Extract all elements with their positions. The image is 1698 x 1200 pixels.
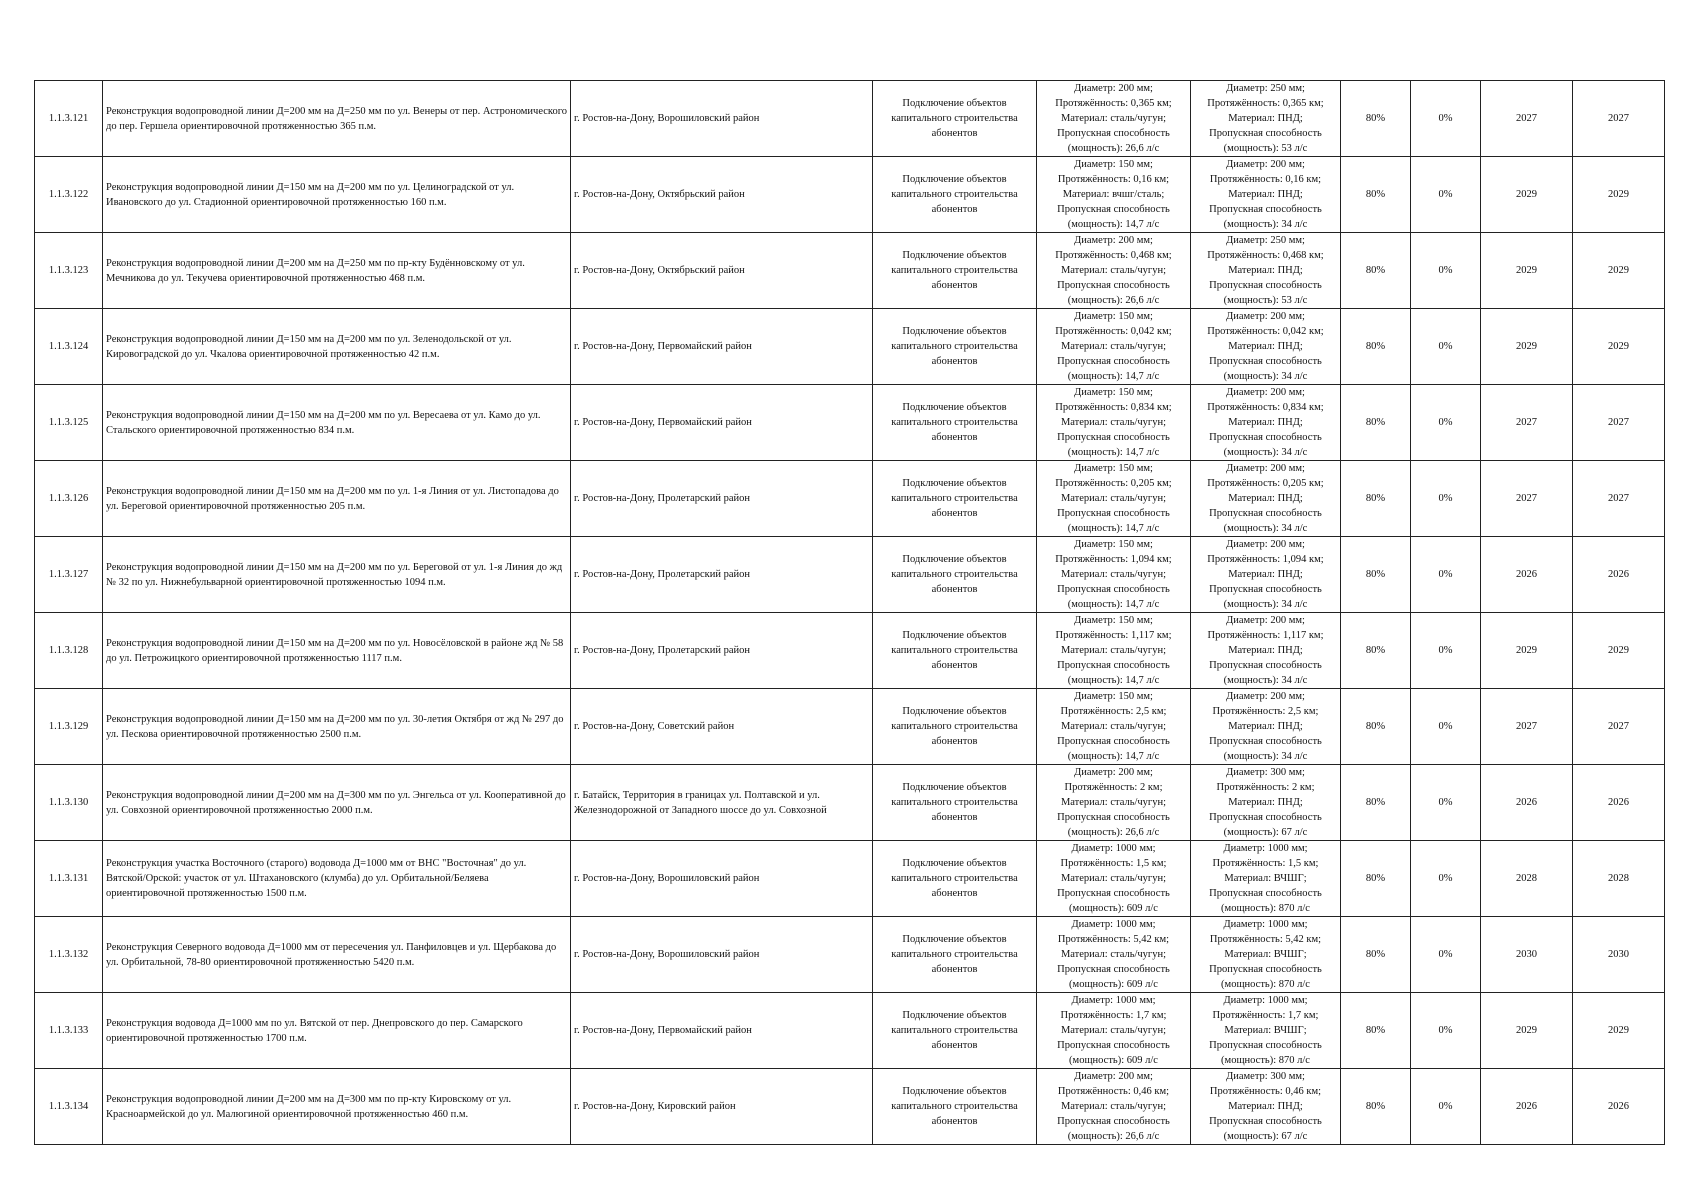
- characteristics-after: [1191, 81, 1341, 157]
- characteristics-after-line: Диаметр: 200 мм;: [1226, 463, 1305, 474]
- row-number: 1.1.3.124: [35, 309, 103, 385]
- characteristics-before: [1037, 689, 1191, 765]
- characteristics-before-line: Диаметр: 1000 мм;: [1071, 843, 1156, 854]
- characteristics-before-line: Протяжённость: 0,365 км;: [1055, 98, 1172, 109]
- project-goal: Подключение объектов капитального строительства абонентов: [873, 993, 1037, 1069]
- characteristics-after-line: (мощность): 34 л/с: [1223, 219, 1308, 230]
- characteristics-before: [1037, 1069, 1191, 1145]
- wear-percent: 80%: [1341, 765, 1411, 841]
- wear-percent-after: 0%: [1411, 309, 1481, 385]
- characteristics-after-line: Протяжённость: 0,834 км;: [1207, 402, 1324, 413]
- project-goal: Подключение объектов капитального строительства абонентов: [873, 233, 1037, 309]
- characteristics-after-line: Протяжённость: 1,5 км;: [1212, 858, 1319, 869]
- wear-percent-after: 0%: [1411, 461, 1481, 537]
- project-goal: Подключение объектов капитального строительства абонентов: [873, 385, 1037, 461]
- table-row: [35, 841, 1665, 917]
- year-start: 2027: [1481, 689, 1573, 765]
- characteristics-before-line: Материал: сталь/чугун;: [1060, 873, 1167, 884]
- year-start: 2029: [1481, 157, 1573, 233]
- characteristics-before-line: Пропускная способность: [1057, 1040, 1170, 1051]
- characteristics-before: [1037, 385, 1191, 461]
- characteristics-before-line: Материал: сталь/чугун;: [1060, 113, 1167, 124]
- year-end: 2027: [1573, 81, 1665, 157]
- characteristics-after-line: Диаметр: 300 мм;: [1226, 767, 1305, 778]
- row-number: 1.1.3.132: [35, 917, 103, 993]
- characteristics-after-line: Материал: ВЧШГ;: [1224, 1025, 1307, 1036]
- table-row: [35, 689, 1665, 765]
- characteristics-before: [1037, 309, 1191, 385]
- year-end: 2029: [1573, 157, 1665, 233]
- characteristics-before-line: Материал: сталь/чугун;: [1060, 341, 1167, 352]
- row-number: 1.1.3.128: [35, 613, 103, 689]
- project-name: Реконструкция водопроводной линии Д=150 мм на Д=200 мм по ул. Новосёловской в районе жд № 58 до ул. Петрожицкого ориентировочной протяженностью 1117 п.м.: [103, 613, 571, 689]
- year-start: 2029: [1481, 233, 1573, 309]
- characteristics-before-line: (мощность): 26,6 л/с: [1067, 827, 1160, 838]
- characteristics-before-line: Протяжённость: 0,042 км;: [1055, 326, 1172, 337]
- characteristics-before-line: Протяжённость: 0,834 км;: [1055, 402, 1172, 413]
- characteristics-before-line: (мощность): 609 л/с: [1069, 1055, 1158, 1066]
- characteristics-after-line: Материал: ПНД;: [1228, 569, 1303, 580]
- wear-percent: 80%: [1341, 841, 1411, 917]
- characteristics-after-line: Материал: ПНД;: [1228, 1101, 1303, 1112]
- row-number: 1.1.3.126: [35, 461, 103, 537]
- row-number: 1.1.3.129: [35, 689, 103, 765]
- characteristics-after: [1191, 689, 1341, 765]
- characteristics-after-line: Протяжённость: 1,117 км;: [1207, 630, 1324, 641]
- characteristics-before-line: Диаметр: 200 мм;: [1074, 83, 1153, 94]
- characteristics-before-line: Протяжённость: 5,42 км;: [1057, 934, 1170, 945]
- project-goal: Подключение объектов капитального строительства абонентов: [873, 81, 1037, 157]
- wear-percent: 80%: [1341, 537, 1411, 613]
- characteristics-before-line: Диаметр: 150 мм;: [1074, 615, 1153, 626]
- characteristics-after-line: Пропускная способность: [1209, 432, 1322, 443]
- characteristics-before-line: (мощность): 26,6 л/с: [1067, 295, 1160, 306]
- characteristics-before-line: Материал: сталь/чугун;: [1060, 797, 1167, 808]
- wear-percent: 80%: [1341, 613, 1411, 689]
- year-start: 2029: [1481, 613, 1573, 689]
- characteristics-after: [1191, 233, 1341, 309]
- characteristics-before-line: Протяжённость: 0,468 км;: [1055, 250, 1172, 261]
- characteristics-before: [1037, 81, 1191, 157]
- characteristics-after-line: Протяжённость: 0,205 км;: [1207, 478, 1324, 489]
- characteristics-after-line: Пропускная способность: [1209, 1040, 1322, 1051]
- characteristics-before-line: (мощность): 609 л/с: [1069, 979, 1158, 990]
- characteristics-before-line: Пропускная способность: [1057, 508, 1170, 519]
- project-goal: Подключение объектов капитального строительства абонентов: [873, 613, 1037, 689]
- characteristics-before-line: (мощность): 14,7 л/с: [1067, 447, 1160, 458]
- characteristics-before: [1037, 233, 1191, 309]
- characteristics-before-line: Пропускная способность: [1057, 280, 1170, 291]
- year-end: 2030: [1573, 917, 1665, 993]
- characteristics-before-line: Материал: сталь/чугун;: [1060, 1025, 1167, 1036]
- project-location: г. Ростов-на-Дону, Первомайский район: [571, 993, 873, 1069]
- project-location: г. Ростов-на-Дону, Пролетарский район: [571, 613, 873, 689]
- year-end: 2029: [1573, 993, 1665, 1069]
- characteristics-before-line: Пропускная способность: [1057, 660, 1170, 671]
- project-name: Реконструкция водопроводной линии Д=150 мм на Д=200 мм по ул. Целиноградской от ул. Ивановского до ул. Стадионной ориентировочной протяженностью 160 п.м.: [103, 157, 571, 233]
- project-location: г. Ростов-на-Дону, Советский район: [571, 689, 873, 765]
- characteristics-after: [1191, 841, 1341, 917]
- characteristics-after-line: Материал: ПНД;: [1228, 265, 1303, 276]
- characteristics-after-line: (мощность): 34 л/с: [1223, 599, 1308, 610]
- table-row: [35, 309, 1665, 385]
- row-number: 1.1.3.125: [35, 385, 103, 461]
- characteristics-before: [1037, 765, 1191, 841]
- project-location: г. Ростов-на-Дону, Ворошиловский район: [571, 81, 873, 157]
- characteristics-before-line: Диаметр: 150 мм;: [1074, 387, 1153, 398]
- year-start: 2027: [1481, 385, 1573, 461]
- characteristics-after-line: Пропускная способность: [1209, 964, 1322, 975]
- project-name: Реконструкция водопроводной линии Д=200 мм на Д=250 мм по пр-кту Будённовскому от ул. Мечникова до ул. Текучева ориентировочной протяженностью 468 п.м.: [103, 233, 571, 309]
- characteristics-after-line: Материал: ПНД;: [1228, 189, 1303, 200]
- characteristics-before-line: Пропускная способность: [1057, 964, 1170, 975]
- project-location: г. Ростов-на-Дону, Октябрьский район: [571, 157, 873, 233]
- characteristics-after-line: Материал: ПНД;: [1228, 417, 1303, 428]
- year-end: 2028: [1573, 841, 1665, 917]
- characteristics-before-line: Протяжённость: 1,7 км;: [1060, 1010, 1167, 1021]
- wear-percent-after: 0%: [1411, 1069, 1481, 1145]
- characteristics-after-line: Протяжённость: 0,468 км;: [1207, 250, 1324, 261]
- wear-percent: 80%: [1341, 1069, 1411, 1145]
- row-number: 1.1.3.133: [35, 993, 103, 1069]
- characteristics-before-line: Пропускная способность: [1057, 128, 1170, 139]
- wear-percent-after: 0%: [1411, 537, 1481, 613]
- wear-percent-after: 0%: [1411, 765, 1481, 841]
- wear-percent: 80%: [1341, 309, 1411, 385]
- project-goal: Подключение объектов капитального строительства абонентов: [873, 537, 1037, 613]
- characteristics-before-line: (мощность): 14,7 л/с: [1067, 675, 1160, 686]
- characteristics-after-line: (мощность): 870 л/с: [1221, 1055, 1310, 1066]
- characteristics-after-line: Материал: ВЧШГ;: [1224, 873, 1307, 884]
- characteristics-after-line: Протяжённость: 0,365 км;: [1207, 98, 1324, 109]
- characteristics-before-line: (мощность): 14,7 л/с: [1067, 599, 1160, 610]
- project-name: Реконструкция водопроводной линии Д=200 мм на Д=250 мм по ул. Венеры от пер. Астрономического до пер. Гершела ориентировочной протяженностью 365 п.м.: [103, 81, 571, 157]
- characteristics-before-line: Диаметр: 200 мм;: [1074, 1071, 1153, 1082]
- project-goal: Подключение объектов капитального строительства абонентов: [873, 1069, 1037, 1145]
- year-end: 2029: [1573, 613, 1665, 689]
- characteristics-after-line: Пропускная способность: [1209, 1116, 1322, 1127]
- characteristics-after-line: Пропускная способность: [1209, 812, 1322, 823]
- characteristics-after-line: Материал: ПНД;: [1228, 797, 1303, 808]
- characteristics-before-line: Диаметр: 200 мм;: [1074, 235, 1153, 246]
- characteristics-before-line: Диаметр: 200 мм;: [1074, 767, 1153, 778]
- characteristics-after-line: Материал: ПНД;: [1228, 341, 1303, 352]
- investment-program-table: [34, 80, 1665, 1145]
- characteristics-after-line: Пропускная способность: [1209, 508, 1322, 519]
- characteristics-after: [1191, 993, 1341, 1069]
- year-end: 2027: [1573, 689, 1665, 765]
- project-location: г. Ростов-на-Дону, Пролетарский район: [571, 461, 873, 537]
- characteristics-after-line: Диаметр: 300 мм;: [1226, 1071, 1305, 1082]
- characteristics-after-line: (мощность): 34 л/с: [1223, 371, 1308, 382]
- table-row: [35, 233, 1665, 309]
- table-row: [35, 81, 1665, 157]
- project-name: Реконструкция водопроводной линии Д=150 мм на Д=200 мм по ул. 30-летия Октября от жд № 297 до ул. Пескова ориентировочной протяженностью 2500 п.м.: [103, 689, 571, 765]
- characteristics-after: [1191, 157, 1341, 233]
- characteristics-before-line: Протяжённость: 1,117 км;: [1055, 630, 1172, 641]
- characteristics-before-line: Пропускная способность: [1057, 584, 1170, 595]
- characteristics-after: [1191, 537, 1341, 613]
- table-row: [35, 993, 1665, 1069]
- characteristics-after-line: Диаметр: 200 мм;: [1226, 691, 1305, 702]
- characteristics-before-line: Материал: сталь/чугун;: [1060, 493, 1167, 504]
- characteristics-before-line: Материал: сталь/чугун;: [1060, 569, 1167, 580]
- characteristics-after: [1191, 1069, 1341, 1145]
- characteristics-before-line: Диаметр: 1000 мм;: [1071, 919, 1156, 930]
- characteristics-before: [1037, 537, 1191, 613]
- characteristics-after-line: Пропускная способность: [1209, 280, 1322, 291]
- characteristics-before-line: Протяжённость: 0,46 км;: [1057, 1086, 1170, 1097]
- characteristics-before-line: Протяжённость: 0,205 км;: [1055, 478, 1172, 489]
- wear-percent-after: 0%: [1411, 917, 1481, 993]
- table-row: [35, 157, 1665, 233]
- project-location: г. Ростов-на-Дону, Первомайский район: [571, 309, 873, 385]
- wear-percent: 80%: [1341, 917, 1411, 993]
- year-end: 2027: [1573, 461, 1665, 537]
- project-location: г. Батайск, Территория в границах ул. Полтавской и ул. Железнодорожной от Западного шоссе до ул. Совхозной: [571, 765, 873, 841]
- characteristics-after-line: (мощность): 34 л/с: [1223, 447, 1308, 458]
- year-start: 2029: [1481, 309, 1573, 385]
- characteristics-before-line: Протяжённость: 0,16 км;: [1057, 174, 1170, 185]
- wear-percent-after: 0%: [1411, 385, 1481, 461]
- characteristics-before-line: Пропускная способность: [1057, 356, 1170, 367]
- characteristics-before-line: (мощность): 26,6 л/с: [1067, 143, 1160, 154]
- characteristics-after-line: Диаметр: 200 мм;: [1226, 615, 1305, 626]
- table-row: [35, 613, 1665, 689]
- characteristics-before-line: Материал: сталь/чугун;: [1060, 1101, 1167, 1112]
- characteristics-after-line: Диаметр: 1000 мм;: [1223, 843, 1308, 854]
- characteristics-after-line: Материал: ПНД;: [1228, 645, 1303, 656]
- characteristics-after-line: Протяжённость: 2 км;: [1216, 782, 1315, 793]
- year-start: 2028: [1481, 841, 1573, 917]
- characteristics-after-line: Диаметр: 200 мм;: [1226, 159, 1305, 170]
- wear-percent-after: 0%: [1411, 613, 1481, 689]
- project-name: Реконструкция Северного водовода Д=1000 мм от пересечения ул. Панфиловцев и ул. Щербакова до ул. Орбитальной, 78-80 ориентировочной протяженностью 5420 п.м.: [103, 917, 571, 993]
- characteristics-before-line: Диаметр: 1000 мм;: [1071, 995, 1156, 1006]
- characteristics-after-line: Пропускная способность: [1209, 888, 1322, 899]
- characteristics-after-line: Диаметр: 1000 мм;: [1223, 995, 1308, 1006]
- characteristics-after-line: Протяжённость: 1,094 км;: [1207, 554, 1324, 565]
- project-goal: Подключение объектов капитального строительства абонентов: [873, 841, 1037, 917]
- characteristics-after-line: Протяжённость: 1,7 км;: [1212, 1010, 1319, 1021]
- row-number: 1.1.3.123: [35, 233, 103, 309]
- characteristics-before-line: Диаметр: 150 мм;: [1074, 463, 1153, 474]
- year-end: 2029: [1573, 309, 1665, 385]
- year-start: 2026: [1481, 1069, 1573, 1145]
- wear-percent: 80%: [1341, 157, 1411, 233]
- characteristics-after: [1191, 461, 1341, 537]
- characteristics-after-line: Протяжённость: 0,16 км;: [1209, 174, 1322, 185]
- characteristics-after-line: Пропускная способность: [1209, 356, 1322, 367]
- wear-percent: 80%: [1341, 385, 1411, 461]
- characteristics-before-line: Пропускная способность: [1057, 888, 1170, 899]
- characteristics-before-line: Пропускная способность: [1057, 432, 1170, 443]
- wear-percent-after: 0%: [1411, 81, 1481, 157]
- table-row: [35, 461, 1665, 537]
- characteristics-after-line: Пропускная способность: [1209, 204, 1322, 215]
- project-location: г. Ростов-на-Дону, Ворошиловский район: [571, 917, 873, 993]
- characteristics-before: [1037, 613, 1191, 689]
- project-name: Реконструкция водопроводной линии Д=150 мм на Д=200 мм по ул. Береговой от ул. 1-я Линия до жд № 32 по ул. Нижнебульварной ориентировочной протяженностью 1094 п.м.: [103, 537, 571, 613]
- characteristics-after-line: (мощность): 53 л/с: [1223, 143, 1308, 154]
- characteristics-before-line: Материал: сталь/чугун;: [1060, 265, 1167, 276]
- year-end: 2026: [1573, 765, 1665, 841]
- characteristics-after-line: Диаметр: 1000 мм;: [1223, 919, 1308, 930]
- year-end: 2027: [1573, 385, 1665, 461]
- wear-percent-after: 0%: [1411, 233, 1481, 309]
- year-end: 2029: [1573, 233, 1665, 309]
- wear-percent-after: 0%: [1411, 157, 1481, 233]
- characteristics-before: [1037, 917, 1191, 993]
- project-goal: Подключение объектов капитального строительства абонентов: [873, 157, 1037, 233]
- project-name: Реконструкция водопроводной линии Д=200 мм на Д=300 мм по пр-кту Кировскому от ул. Красноармейской до ул. Малюгиной ориентировочной протяженностью 460 п.м.: [103, 1069, 571, 1145]
- characteristics-before-line: Пропускная способность: [1057, 204, 1170, 215]
- characteristics-after-line: Пропускная способность: [1209, 660, 1322, 671]
- project-goal: Подключение объектов капитального строительства абонентов: [873, 461, 1037, 537]
- characteristics-before: [1037, 993, 1191, 1069]
- characteristics-before: [1037, 157, 1191, 233]
- characteristics-before-line: (мощность): 14,7 л/с: [1067, 523, 1160, 534]
- project-name: Реконструкция водопроводной линии Д=150 мм на Д=200 мм по ул. Вересаева от ул. Камо до ул. Стальского ориентировочной протяженностью 834 п.м.: [103, 385, 571, 461]
- characteristics-before-line: Диаметр: 150 мм;: [1074, 539, 1153, 550]
- characteristics-before-line: (мощность): 26,6 л/с: [1067, 1131, 1160, 1142]
- characteristics-before-line: Диаметр: 150 мм;: [1074, 691, 1153, 702]
- characteristics-after-line: Материал: ПНД;: [1228, 493, 1303, 504]
- characteristics-after-line: Материал: ВЧШГ;: [1224, 949, 1307, 960]
- row-number: 1.1.3.121: [35, 81, 103, 157]
- project-name: Реконструкция водовода Д=1000 мм по ул. Вятской от пер. Днепровского до пер. Самарского ориентировочной протяженностью 1700 п.м.: [103, 993, 571, 1069]
- characteristics-after-line: (мощность): 67 л/с: [1223, 827, 1308, 838]
- characteristics-after-line: Материал: ПНД;: [1228, 721, 1303, 732]
- characteristics-after-line: Пропускная способность: [1209, 736, 1322, 747]
- characteristics-after-line: Диаметр: 250 мм;: [1226, 83, 1305, 94]
- characteristics-before-line: Материал: сталь/чугун;: [1060, 417, 1167, 428]
- characteristics-after-line: Протяжённость: 5,42 км;: [1209, 934, 1322, 945]
- characteristics-after-line: Протяжённость: 0,042 км;: [1207, 326, 1324, 337]
- characteristics-before-line: (мощность): 609 л/с: [1069, 903, 1158, 914]
- characteristics-after-line: Протяжённость: 2,5 км;: [1212, 706, 1319, 717]
- characteristics-before-line: Материал: сталь/чугун;: [1060, 949, 1167, 960]
- characteristics-after-line: (мощность): 67 л/с: [1223, 1131, 1308, 1142]
- table-row: [35, 385, 1665, 461]
- characteristics-before-line: (мощность): 14,7 л/с: [1067, 751, 1160, 762]
- project-goal: Подключение объектов капитального строительства абонентов: [873, 917, 1037, 993]
- characteristics-before-line: Диаметр: 150 мм;: [1074, 311, 1153, 322]
- characteristics-after-line: Протяжённость: 0,46 км;: [1209, 1086, 1322, 1097]
- characteristics-before-line: Пропускная способность: [1057, 736, 1170, 747]
- row-number: 1.1.3.122: [35, 157, 103, 233]
- year-start: 2030: [1481, 917, 1573, 993]
- wear-percent-after: 0%: [1411, 689, 1481, 765]
- year-start: 2027: [1481, 461, 1573, 537]
- year-start: 2026: [1481, 765, 1573, 841]
- row-number: 1.1.3.131: [35, 841, 103, 917]
- year-end: 2026: [1573, 1069, 1665, 1145]
- characteristics-after-line: Диаметр: 200 мм;: [1226, 311, 1305, 322]
- characteristics-before-line: Диаметр: 150 мм;: [1074, 159, 1153, 170]
- characteristics-after-line: (мощность): 53 л/с: [1223, 295, 1308, 306]
- characteristics-after: [1191, 765, 1341, 841]
- characteristics-before-line: Протяжённость: 2,5 км;: [1060, 706, 1167, 717]
- row-number: 1.1.3.130: [35, 765, 103, 841]
- project-goal: Подключение объектов капитального строительства абонентов: [873, 765, 1037, 841]
- characteristics-after-line: Диаметр: 200 мм;: [1226, 387, 1305, 398]
- characteristics-before-line: Материал: сталь/чугун;: [1060, 721, 1167, 732]
- table-body: [35, 81, 1665, 1145]
- characteristics-before-line: (мощность): 14,7 л/с: [1067, 219, 1160, 230]
- project-location: г. Ростов-на-Дону, Кировский район: [571, 1069, 873, 1145]
- characteristics-before-line: Пропускная способность: [1057, 1116, 1170, 1127]
- characteristics-after: [1191, 385, 1341, 461]
- characteristics-after: [1191, 613, 1341, 689]
- project-location: г. Ростов-на-Дону, Первомайский район: [571, 385, 873, 461]
- project-name: Реконструкция водопроводной линии Д=200 мм на Д=300 мм по ул. Энгельса от ул. Кооперативной до ул. Совхозной ориентировочной протяженностью 2000 п.м.: [103, 765, 571, 841]
- characteristics-before: [1037, 841, 1191, 917]
- year-end: 2026: [1573, 537, 1665, 613]
- characteristics-before-line: Протяжённость: 1,5 км;: [1060, 858, 1167, 869]
- characteristics-before-line: Протяжённость: 2 км;: [1064, 782, 1163, 793]
- characteristics-after-line: Материал: ПНД;: [1228, 113, 1303, 124]
- wear-percent-after: 0%: [1411, 841, 1481, 917]
- wear-percent: 80%: [1341, 233, 1411, 309]
- table-row: [35, 917, 1665, 993]
- characteristics-after-line: Пропускная способность: [1209, 584, 1322, 595]
- characteristics-before: [1037, 461, 1191, 537]
- wear-percent: 80%: [1341, 81, 1411, 157]
- characteristics-after-line: Диаметр: 200 мм;: [1226, 539, 1305, 550]
- characteristics-before-line: Пропускная способность: [1057, 812, 1170, 823]
- characteristics-after-line: (мощность): 34 л/с: [1223, 675, 1308, 686]
- wear-percent: 80%: [1341, 993, 1411, 1069]
- characteristics-after-line: (мощность): 34 л/с: [1223, 751, 1308, 762]
- project-location: г. Ростов-на-Дону, Октябрьский район: [571, 233, 873, 309]
- table-row: [35, 537, 1665, 613]
- characteristics-after: [1191, 309, 1341, 385]
- characteristics-after-line: (мощность): 34 л/с: [1223, 523, 1308, 534]
- project-location: г. Ростов-на-Дону, Пролетарский район: [571, 537, 873, 613]
- wear-percent: 80%: [1341, 461, 1411, 537]
- characteristics-after-line: (мощность): 870 л/с: [1221, 979, 1310, 990]
- table-row: [35, 1069, 1665, 1145]
- table-row: [35, 765, 1665, 841]
- project-goal: Подключение объектов капитального строительства абонентов: [873, 309, 1037, 385]
- row-number: 1.1.3.127: [35, 537, 103, 613]
- project-goal: Подключение объектов капитального строительства абонентов: [873, 689, 1037, 765]
- project-name: Реконструкция участка Восточного (старого) водовода Д=1000 мм от ВНС "Восточная" до ул. Вятской/Орской: участок от ул. Штахановского (клумба) до ул. Орбитальной/Беляева ориентировочной протяженностью 1500 п.м.: [103, 841, 571, 917]
- characteristics-before-line: Материал: вчшг/сталь;: [1062, 189, 1165, 200]
- year-start: 2029: [1481, 993, 1573, 1069]
- characteristics-after-line: Пропускная способность: [1209, 128, 1322, 139]
- characteristics-after: [1191, 917, 1341, 993]
- wear-percent-after: 0%: [1411, 993, 1481, 1069]
- characteristics-before-line: Материал: сталь/чугун;: [1060, 645, 1167, 656]
- project-name: Реконструкция водопроводной линии Д=150 мм на Д=200 мм по ул. 1-я Линия от ул. Листопадова до ул. Береговой ориентировочной протяженностью 205 п.м.: [103, 461, 571, 537]
- characteristics-after-line: Диаметр: 250 мм;: [1226, 235, 1305, 246]
- wear-percent: 80%: [1341, 689, 1411, 765]
- year-start: 2027: [1481, 81, 1573, 157]
- row-number: 1.1.3.134: [35, 1069, 103, 1145]
- project-name: Реконструкция водопроводной линии Д=150 мм на Д=200 мм по ул. Зеленодольской от ул. Кировоградской до ул. Чкалова ориентировочной протяженностью 42 п.м.: [103, 309, 571, 385]
- characteristics-before-line: (мощность): 14,7 л/с: [1067, 371, 1160, 382]
- characteristics-before-line: Протяжённость: 1,094 км;: [1055, 554, 1172, 565]
- characteristics-after-line: (мощность): 870 л/с: [1221, 903, 1310, 914]
- year-start: 2026: [1481, 537, 1573, 613]
- project-location: г. Ростов-на-Дону, Ворошиловский район: [571, 841, 873, 917]
